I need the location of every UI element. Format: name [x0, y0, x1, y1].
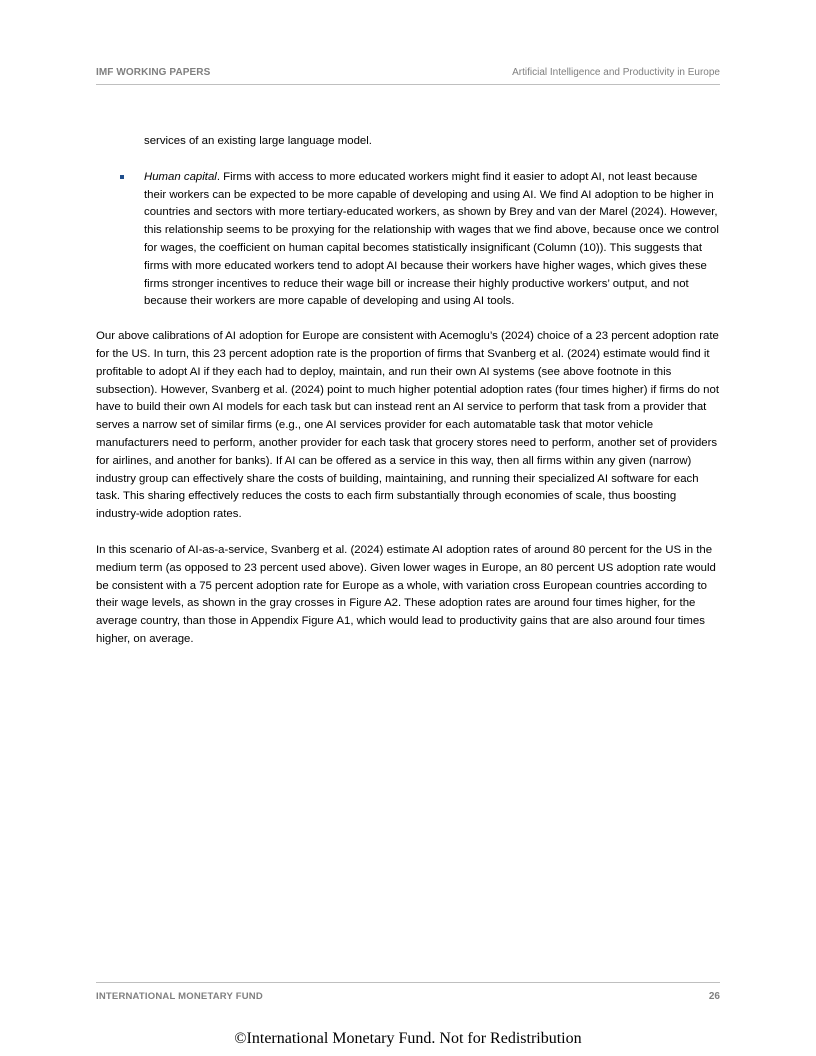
- running-footer-org: INTERNATIONAL MONETARY FUND: [96, 991, 263, 1002]
- bullet-term: Human capital: [144, 170, 217, 183]
- continuation-text: services of an existing large language model.: [144, 135, 372, 147]
- footer-divider: [96, 982, 720, 983]
- running-header-series: IMF WORKING PAPERS: [96, 67, 211, 78]
- bullet-human-capital: [96, 169, 720, 311]
- page-number: 26: [708, 991, 720, 1002]
- header-divider: [96, 84, 720, 85]
- page-body: [96, 133, 720, 649]
- square-bullet-icon: [120, 175, 124, 179]
- redistribution-notice: ©International Monetary Fund. Not for Redistribution: [234, 1030, 582, 1047]
- bullet-text: . Firms with access to more educated workers might find it easier to adopt AI, not least because their workers can be expected to be more capable of developing and using AI. We find AI adoption to be higher in countries and sectors with more tertiary-educated workers, as shown by Brey and van der Marel (2024). However, this relationship seems to be proxying for the relationship with wages that we find above, because once we control for wages, the coefficient on human capital becomes statistically insignificant (Column (10)). This suggests that firms with more educated workers tend to adopt AI because their workers have higher wages, which gives these firms stronger incentives to reduce their wage bill or increase their highly productive workers’ output, and not because their workers are more capable of developing and using AI tools.: [144, 170, 719, 308]
- running-header-title: Artificial Intelligence and Productivity in Europe: [512, 67, 720, 78]
- paragraph-ai-adoption-calibration: Our above calibrations of AI adoption for Europe are consistent with Acemoglu’s (2024) choice of a 23 percent adoption rate for the US. In turn, this 23 percent adoption rate is the proportion of firms that Svanberg et al. (2024) estimate would find it profitable to adopt AI if they each had to deploy, maintain, and run their own AI systems (see above footnote in this subsection). However, Svanberg et al. (2024) point to much higher potential adoption rates (four times higher) if firms do not have to build their own AI models for each task but can instead rent an AI service to perform that task from a provider that serves a narrow set of similar firms (e.g., one AI services provider for each automatable task that motor vehicle manufacturers need to perform, another provider for each task that grocery stores need to perform, another set of providers for airlines, and another for banks). If AI can be offered as a service in this way, then all firms within any given (narrow) industry group can effectively share the costs of building, maintaining, and running their specialized AI software for each task. This sharing effectively reduces the costs to each firm substantially through economies of scale, thus boosting industry-wide adoption rates.: [96, 330, 720, 521]
- paragraph-ai-as-a-service: In this scenario of AI-as-a-service, Svanberg et al. (2024) estimate AI adoption rates of around 80 percent for the US in the medium term (as opposed to 23 percent used above). Given lower wages in Europe, an 80 percent US adoption rate would be consistent with a 75 percent adoption rate for Europe as a whole, with variation cross European countries according to their wage levels, as shown in the gray crosses in Figure A2. These adoption rates are around four times higher, for the average country, than those in Appendix Figure A1, which would lead to productivity gains that are also around four times higher, on average.: [96, 543, 716, 645]
